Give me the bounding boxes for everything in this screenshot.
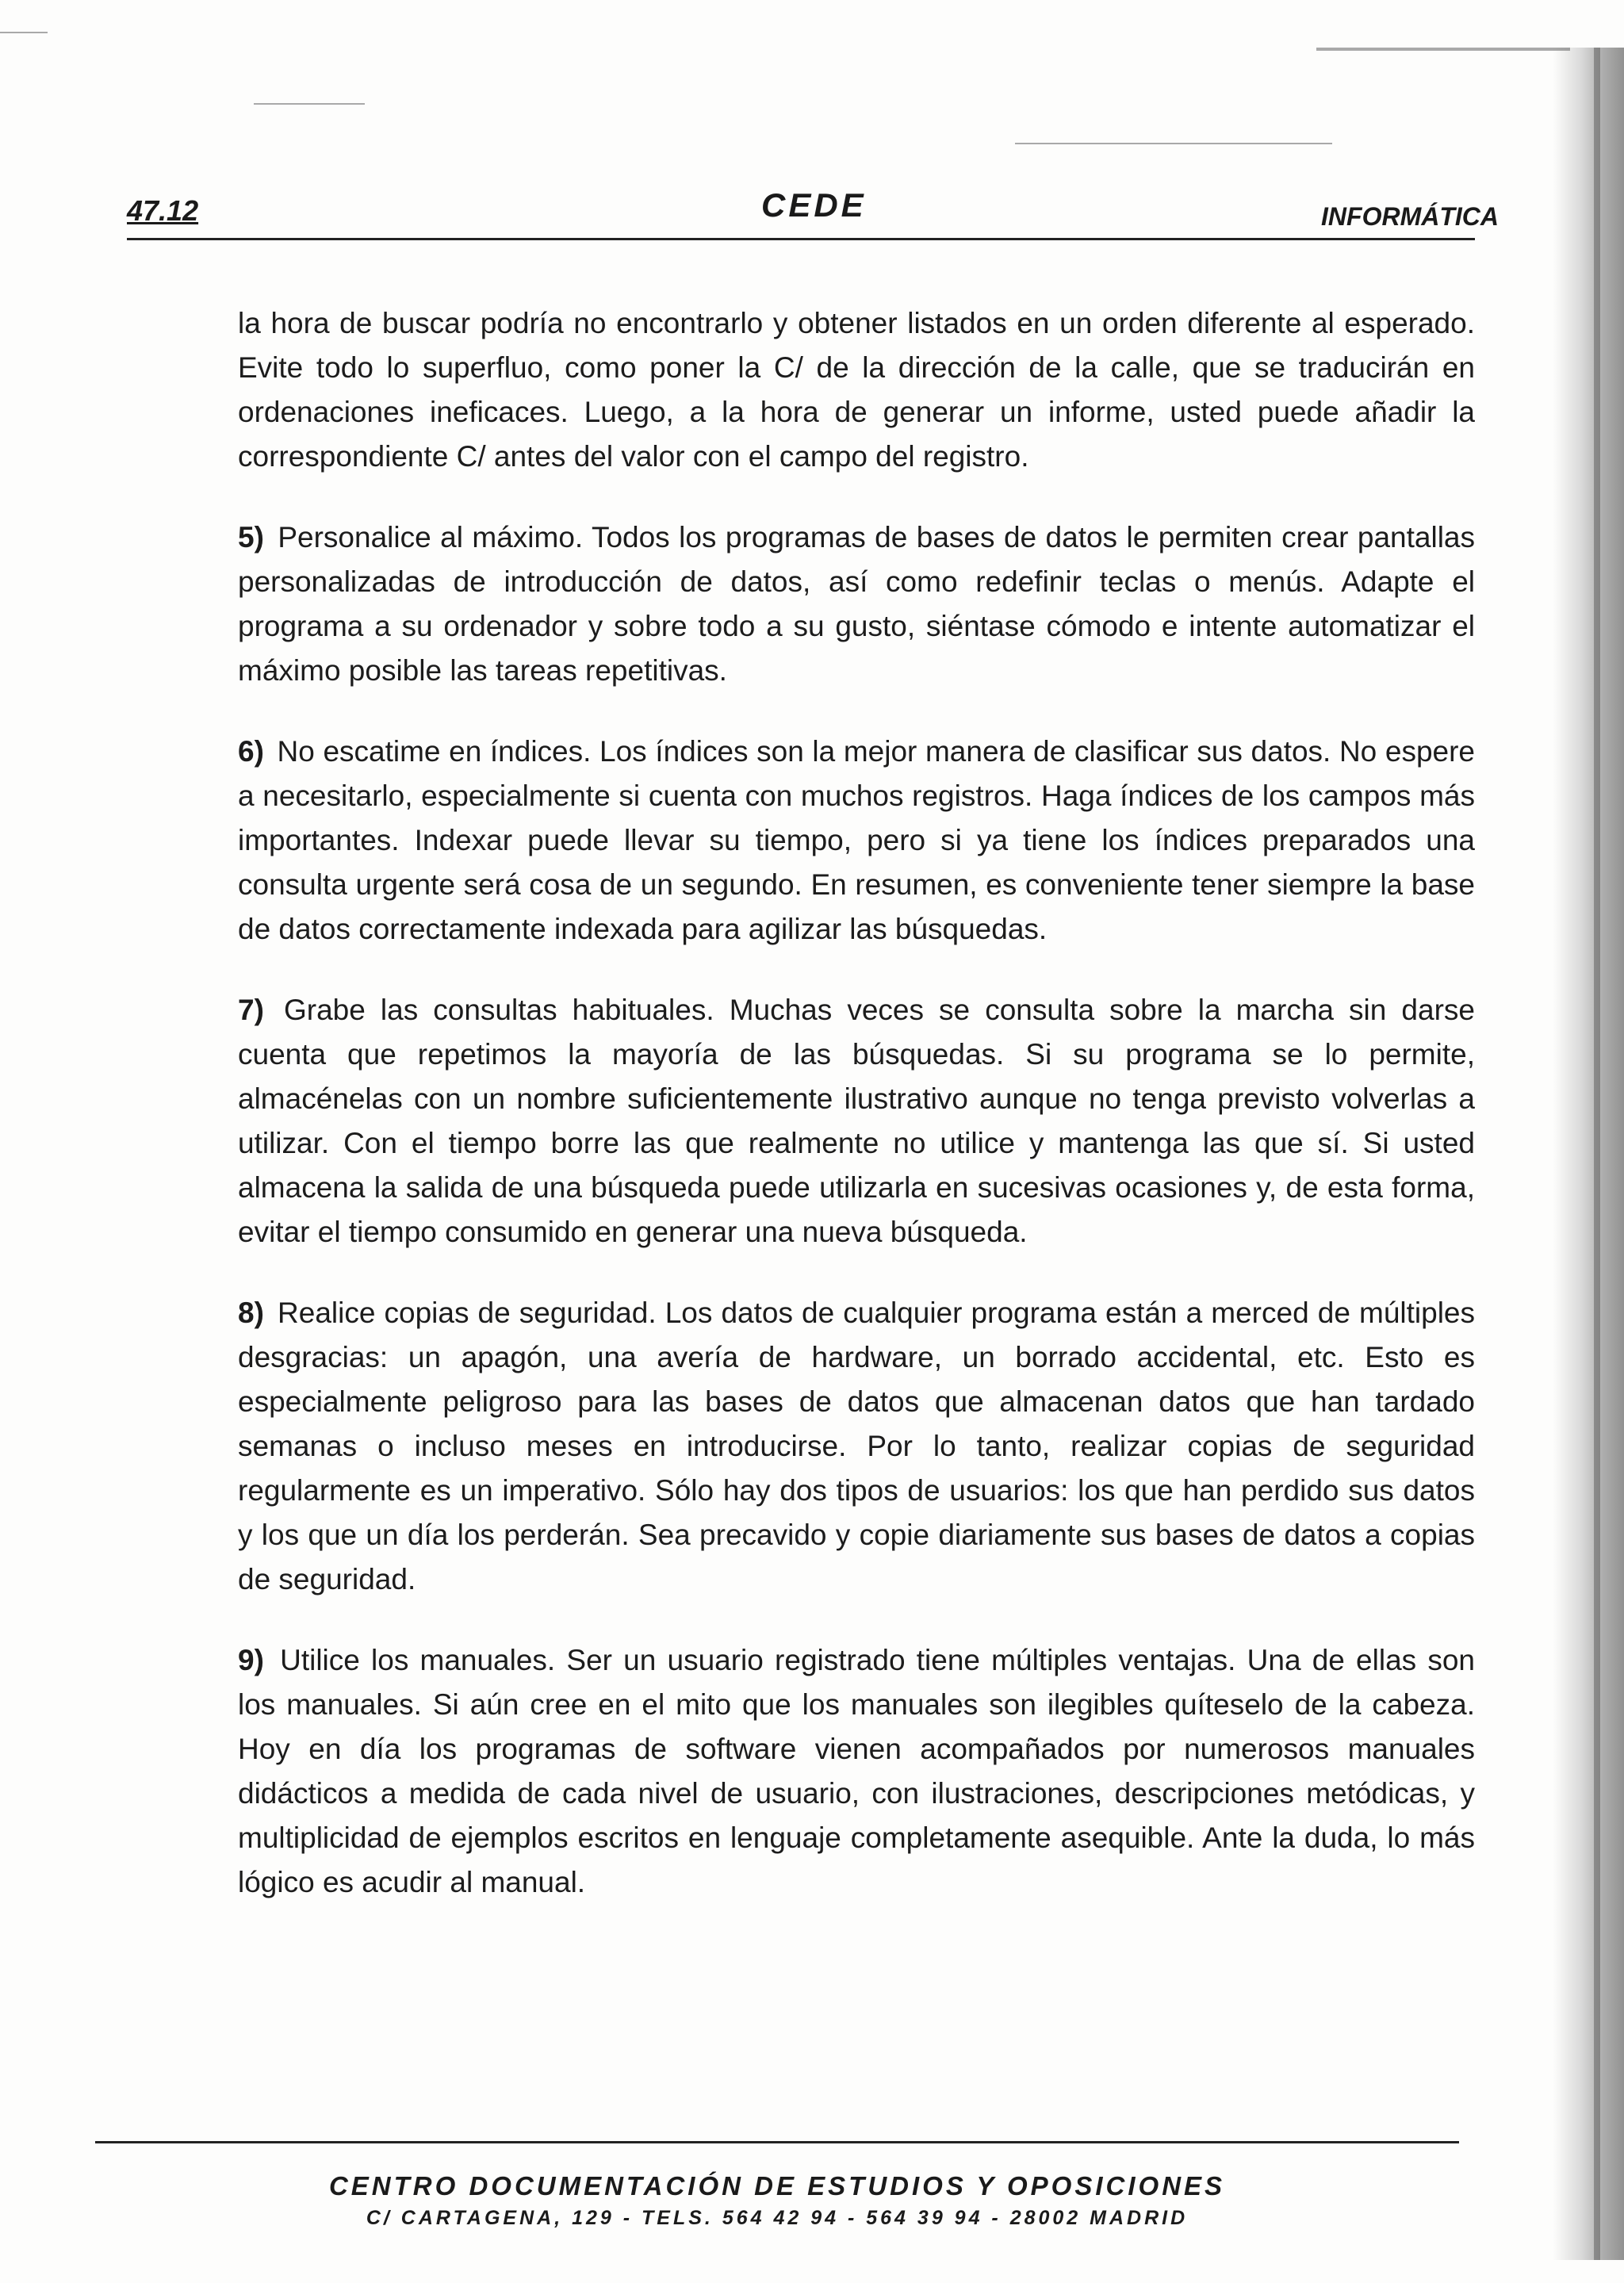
paragraph-tip-7 (238, 988, 1475, 1255)
paragraph-tip-6 (238, 730, 1475, 952)
paragraph-text: Utilice los manuales. Ser un usuario registrado tiene múltiples ventajas. Una de ellas son los manuales. Si aún cree en el mito que los manuales son ilegibles quíteselo de la cabeza. Hoy en día los programas de software vienen acompañados por numerosos manuales didácticos a medida de cada nivel de usuario, con ilustraciones, descripciones metódicas, y multiplicidad de ejemplos escritos en lenguaje completamente asequible. Ante la duda, lo más lógico es acudir al manual. (238, 1644, 1475, 1898)
paragraph-text: la hora de buscar podría no encontrarlo y obtener listados en un orden diferente al esperado. Evite todo lo superfluo, como poner la C/ de la dirección de la calle, que se traducirán en ordenaciones ineficaces. Luego, a la hora de generar un informe, usted puede añadir la correspondiente C/ antes del valor con el campo del registro. (238, 307, 1475, 473)
paragraph-text: Realice copias de seguridad. Los datos de cualquier programa están a merced de múltiples desgracias: un apagón, una avería de hardware, un borrado accidental, etc. Esto es especialmente peligroso para las bases de datos que almacenan datos que han tardado semanas o incluso meses en introducirse. Por lo tanto, realizar copias de seguridad regularmente es un imperativo. Sólo hay dos tipos de usuarios: los que han perdido sus datos y los que un día los perderán. Sea precavido y copie diariamente sus bases de datos a copias de seguridad. (238, 1297, 1476, 1595)
paragraph-text: Personalice al máximo. Todos los programas de bases de datos le permiten crear pantallas personalizadas de introducción de datos, así como redefinir teclas o menús. Adapte el programa a su ordenador y sobre todo a su gusto, siéntase cómodo e intente automatizar el máximo posible las tareas repetitivas. (238, 521, 1475, 687)
publisher-title: CEDE (761, 186, 867, 224)
scan-artifact (254, 103, 365, 105)
tip-number: 7) (238, 994, 264, 1026)
page-header (127, 186, 1499, 242)
scan-shadow-line (1594, 48, 1600, 2260)
subject-label: INFORMÁTICA (1321, 202, 1499, 231)
footer-organization: CENTRO DOCUMENTACIÓN DE ESTUDIOS Y OPOSICIONES (328, 2171, 1226, 2201)
paragraph-text: Grabe las consultas habituales. Muchas veces se consulta sobre la marcha sin darse cuenta que repetimos la mayoría de las búsquedas. Si su programa se lo permite, almacénelas con un nombre suficientemente ilustrativo aunque no tenga previsto volverlas a utilizar. Con el tiempo borre las que realmente no utilice y mantenga las que sí. Si usted almacena la salida de una búsqueda puede utilizarla en sucesivas ocasiones y, de esta forma, evitar el tiempo consumido en generar una nueva búsqueda. (238, 994, 1475, 1248)
header-divider (127, 238, 1475, 240)
paragraph-tip-9 (238, 1638, 1475, 1905)
tip-number: 8) (238, 1297, 264, 1329)
paragraph-text: No escatime en índices. Los índices son la mejor manera de clasificar sus datos. No espere a necesitarlo, especialmente si cuenta con muchos registros. Haga índices de los campos más importantes. Indexar puede llevar su tiempo, pero si ya tiene los índices preparados una consulta urgente será cosa de un segundo. En resumen, es conveniente tener siempre la base de datos correctamente indexada para agilizar las búsquedas. (238, 735, 1476, 945)
footer-address: C/ CARTAGENA, 129 - TELS. 564 42 94 - 564 39 94 - 28002 MADRID (366, 2207, 1189, 2229)
scan-artifact (1015, 143, 1332, 144)
scan-artifact (1316, 48, 1570, 51)
scan-artifact (0, 32, 48, 33)
footer-divider (95, 2141, 1459, 2143)
page-number: 47.12 (127, 194, 199, 227)
tip-number: 6) (238, 735, 264, 768)
page-footer (95, 2169, 1459, 2232)
tip-number: 9) (238, 1644, 264, 1676)
body-text (238, 301, 1475, 1941)
scan-shadow-edge (1553, 48, 1624, 2260)
paragraph-continuation (238, 301, 1475, 479)
paragraph-tip-8 (238, 1291, 1475, 1602)
paragraph-tip-5 (238, 515, 1475, 693)
tip-number: 5) (238, 521, 264, 554)
